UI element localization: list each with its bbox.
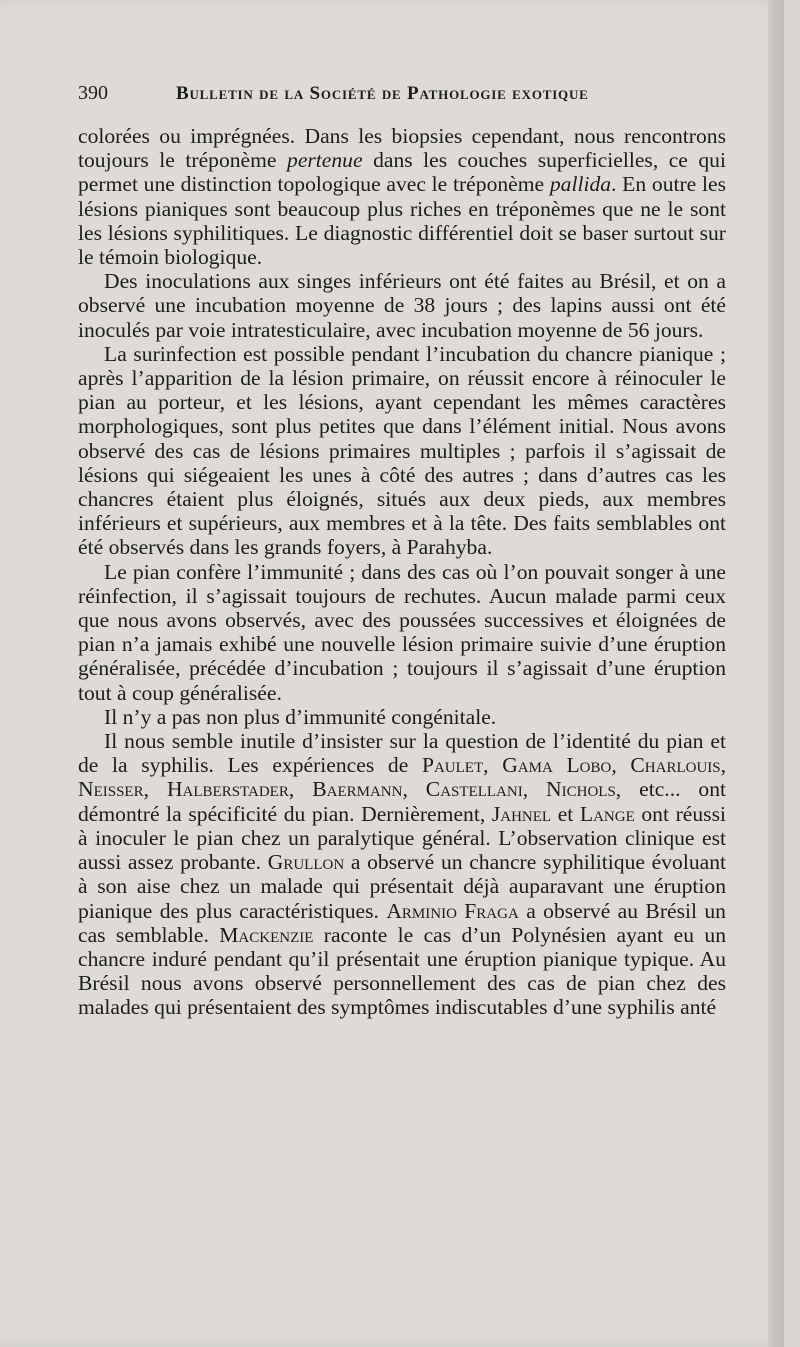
text-run: , etc... ont démontré la spécificité du pian. Dernièrement, xyxy=(78,777,727,826)
author-name: Neisser xyxy=(78,777,144,802)
author-name: Charlouis xyxy=(630,753,721,778)
paragraph xyxy=(78,560,726,705)
text-run: a observé un chancre syphilitique évoluant à son aise chez un malade qui présentait déjà auparavant une éruption pianique des plus caractéristiques. xyxy=(78,850,727,923)
text-run: , xyxy=(522,777,547,802)
text-run: , xyxy=(402,777,426,802)
running-header xyxy=(78,82,728,110)
author-name: Paulet xyxy=(421,753,484,778)
text-run: Des inoculations aux singes inférieurs ont été faites au Brésil, et on a observé une incubation moyenne de 38 jours ; des lapins aussi ont été inoculés par voie intratesticulaire, avec incubation moyenne de 56 jours. xyxy=(78,269,726,342)
text-run: dans les couches superficielles, ce qui permet une distinction topologique avec le tréponème xyxy=(78,148,726,197)
paragraph xyxy=(78,705,726,729)
text-run: , xyxy=(720,753,727,778)
text-run: La surinfection est possible pendant l’incubation du chancre pianique ; après l’apparition de la lésion primaire, on réussit encore à réinoculer le pian au porteur, et les lésions, ayant cependant les mêmes caractères morphologiques, sont plus petites que dans l’élément initial. Nous avons observé des cas de lésions primaires multiples ; parfois il s’agissait de lésions qui siégeaient les unes à côté des autres ; dans d’autres cas les chancres étaient plus éloignés, situés aux deux pieds, aux membres inférieurs et supérieurs, aux membres et à la tête. Des faits semblables ont été observés dans les grands foyers, à Parahyba. xyxy=(78,341,726,560)
author-name: Jahnel xyxy=(491,801,552,826)
running-title: Bulletin de la Société de Pathologie exotique xyxy=(176,83,589,104)
text-run: , xyxy=(611,753,631,778)
text-run: colorées ou imprégnées. Dans les biopsies cependant, nous rencontrons toujours le tréponème xyxy=(78,124,726,173)
italic-term: pallida xyxy=(549,172,612,197)
author-name: Mackenzie xyxy=(219,922,314,947)
author-name: Arminio Fraga xyxy=(386,898,519,923)
author-name: Grullon xyxy=(267,850,345,875)
text-run: Il n’y a pas non plus d’immunité congénitale. xyxy=(104,704,497,729)
paragraph xyxy=(78,124,726,269)
text-run: a observé au Brésil un cas semblable. xyxy=(78,898,726,947)
italic-term: pertenue xyxy=(287,148,363,173)
text-run: Il nous semble inutile d’insister sur la question de l’identité du pian et de la syphilis. Les expériences de xyxy=(78,729,726,778)
author-name: Lange xyxy=(579,801,635,826)
text-run: . En outre les lésions pianiques sont beaucoup plus riches en tréponèmes que ne le sont les lésions syphilitiques. Le diagnostic différentiel doit se baser surtout sur le témoin biologique. xyxy=(78,172,726,270)
paragraph xyxy=(78,269,726,342)
author-name: Gama Lobo xyxy=(502,753,612,778)
text-run: Le pian confère l’immunité ; dans des cas où l’on pouvait songer à une réinfection, il s’agissait toujours de rechutes. Aucun malade parmi ceux que nous avons observés, avec des poussées successives et éloignées de pian n’a jamais exhibé une nouvelle lésion primaire suivie d’une éruption généralisée, précédée d’incubation ; toujours il s’agissait d’une éruption tout à coup généralisée. xyxy=(78,559,726,705)
paragraph xyxy=(78,342,726,560)
page-number: 390 xyxy=(78,82,108,104)
page-edge-shadow xyxy=(768,0,784,1347)
author-name: Castellani xyxy=(425,777,523,802)
author-name: Halberstader xyxy=(166,777,289,802)
author-name: Baermann xyxy=(312,777,403,802)
text-run: , xyxy=(288,777,313,802)
text-run: , xyxy=(143,777,167,802)
paragraph xyxy=(78,729,726,1019)
body-text xyxy=(78,124,726,1020)
text-run: , xyxy=(483,753,503,778)
text-run: ont réussi à inoculer le pian chez un paralytique général. L’observation clinique est aussi assez probante. xyxy=(78,801,726,875)
text-run: raconte le cas d’un Polynésien ayant eu un chancre induré pendant qu’il présentait une éruption pianique typique. Au Brésil nous avons observé personnellement des cas de pian chez des malades qui présentaient des symptômes indiscutables d’une syphilis anté xyxy=(78,922,726,1020)
text-run: et xyxy=(551,801,580,826)
author-name: Nichols xyxy=(546,777,616,802)
